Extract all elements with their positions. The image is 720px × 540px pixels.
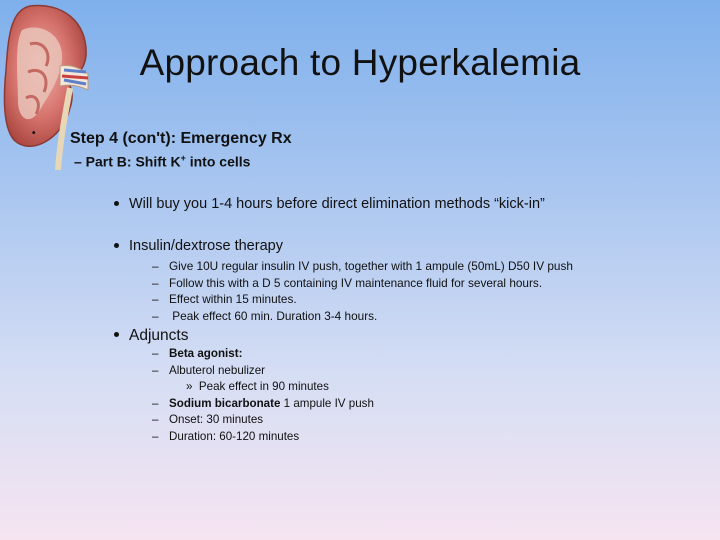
bullet-insulin: Insulin/dextrose therapy	[114, 238, 283, 254]
list-item: – Onset: 30 minutes	[152, 413, 264, 426]
list-item: – Duration: 60-120 minutes	[152, 429, 300, 443]
part-heading: – Part B: Shift K+ into cells	[74, 153, 251, 170]
bullet-marker: •	[32, 128, 36, 139]
slide-title: Approach to Hyperkalemia	[139, 42, 581, 83]
list-item: – Sodium bicarbonate 1 ampule IV push	[152, 396, 374, 410]
list-item: » Peak effect in 90 minutes	[186, 380, 329, 393]
insulin-list	[152, 258, 573, 324]
list-item: – Beta agonist:	[152, 347, 243, 360]
list-item: – Effect within 15 minutes.	[152, 292, 297, 306]
list-item: – Peak effect 60 min. Duration 3-4 hours.	[152, 308, 378, 323]
adjuncts-list	[152, 346, 374, 445]
list-item: – Albuterol nebulizer	[152, 363, 266, 377]
list-item: – Give 10U regular insulin IV push, together with 1 ampule (50mL) D50 IV push	[152, 259, 573, 273]
bullet-adjuncts: Adjuncts	[114, 327, 188, 345]
bullet-buy-time: Will buy you 1-4 hours before direct elimination methods “kick-in”	[114, 196, 545, 212]
list-item: – Follow this with a D 5 containing IV maintenance fluid for several hours.	[152, 275, 543, 290]
